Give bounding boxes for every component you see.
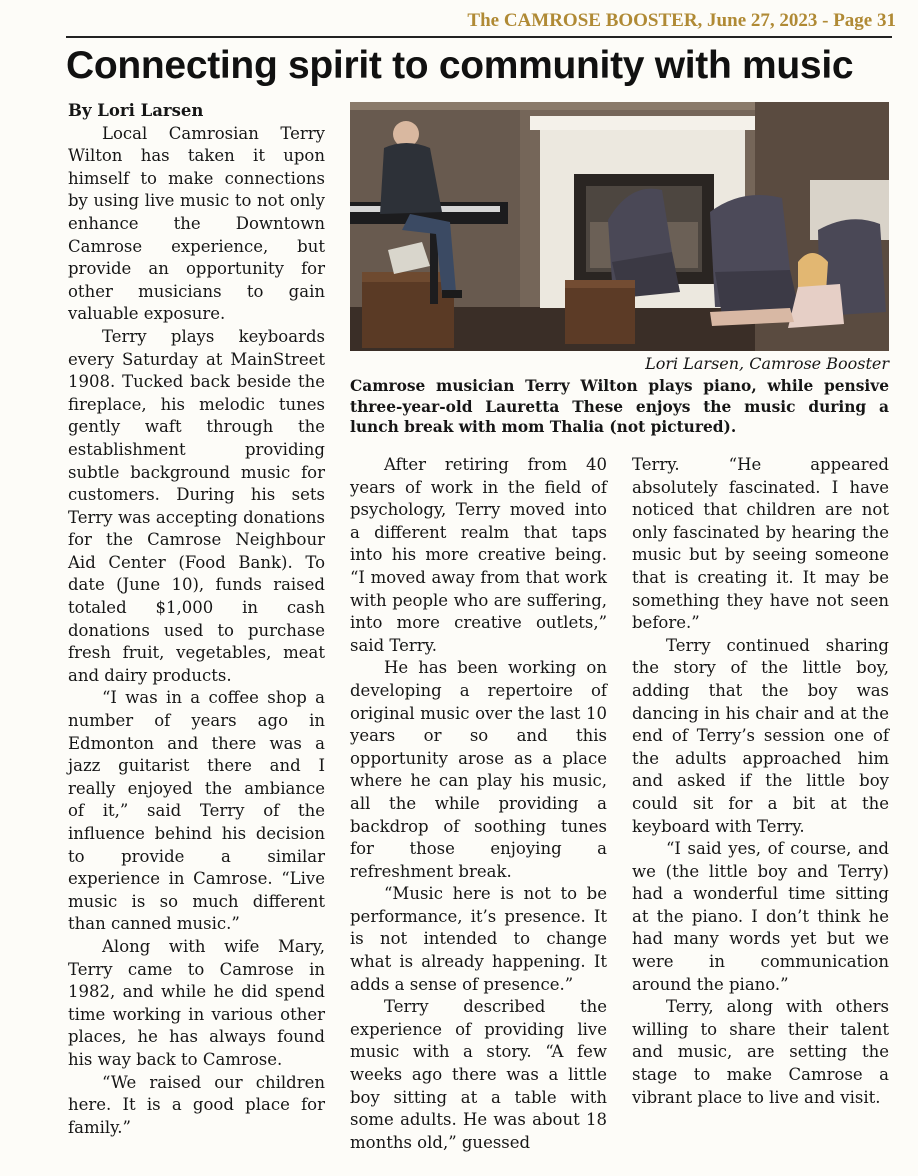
paragraph: Terry plays keyboards every Saturday at MainStreet 1908. Tucked back beside the fireplace, his melodic tunes gently waft through the establishment providing subtle background music for customers. During his sets Terry was accepting donations for the Camrose Neighbour Aid Center (Food Bank). To date (June 10), funds raised totaled $1,000 in cash donations used to purchase fresh fruit, vegetables, meat and dairy products. [68, 326, 325, 685]
article-column-1 [68, 100, 325, 1139]
photo-credit: Lori Larsen, Camrose Booster [645, 354, 889, 373]
photo-illustration [350, 102, 889, 351]
paragraph: “We raised our children here. It is a good place for family.” [68, 1072, 325, 1137]
paragraph: Terry, along with others willing to share their talent and music, are setting the stage to make Camrose a vibrant place to live and visit. [632, 997, 889, 1107]
paragraph: “Music here is not to be performance, it’s presence. It is not intended to change what is already happening. It adds a sense of presence.” [350, 884, 607, 994]
article-column-3 [632, 454, 889, 1109]
paragraph: Terry described the experience of providing live music with a story. “A few weeks ago there was a little boy sitting at a table with some adults. He was about 18 months old,” guessed [350, 997, 607, 1152]
article-photo [350, 102, 889, 351]
paragraph: Local Camrosian Terry Wilton has taken it upon himself to make connections by using live music to not only enhance the Downtown Camrose experience, but provide an opportunity for other musicians to gain valuable exposure. [68, 123, 325, 324]
article-column-2 [350, 454, 607, 1154]
paragraph: Terry. “He appeared absolutely fascinated. I have noticed that children are not only fascinated by hearing the music but by seeing someone that is creating it. It may be something they have not seen before.” [632, 455, 889, 633]
paragraph: “I was in a coffee shop a number of years ago in Edmonton and there was a jazz guitarist there and I really enjoyed the ambiance of it,” said Terry of the influence behind his decision to provide a similar experience in Camrose. “Live music is so much different than canned music.” [68, 688, 325, 934]
paragraph: “I said yes, of course, and we (the little boy and Terry) had a wonderful time sitting at the piano. I don’t think he had many words yet but we were in communication around the piano.” [632, 839, 889, 994]
byline: By Lori Larsen [68, 101, 204, 120]
headline: Connecting spirit to community with music [66, 44, 854, 87]
photo-caption: Camrose musician Terry Wilton plays piano, while pensive three-year-old Lauretta These enjoys the music during a lunch break with mom Thalia (not pictured). [350, 377, 889, 436]
masthead: The CAMROSE BOOSTER, June 27, 2023 - Page 31 [467, 10, 896, 31]
masthead-rule [66, 36, 892, 38]
paragraph: Along with wife Mary, Terry came to Camrose in 1982, and while he did spend time working in various other places, he has always found his way back to Camrose. [68, 936, 325, 1069]
paragraph: After retiring from 40 years of work in the field of psychology, Terry moved into a different realm that taps into his more creative being. “I moved away from that work with people who are suffering, into more creative outlets,” said Terry. [350, 455, 607, 655]
paragraph: He has been working on developing a repertoire of original music over the last 10 years or so and this opportunity arose as a place where he can play his music, all the while providing a backdrop of soothing tunes for those enjoying a refreshment break. [350, 658, 607, 881]
paragraph: Terry continued sharing the story of the little boy, adding that the boy was dancing in his chair and at the end of Terry’s session one of the adults approached him and asked if the little boy could sit for a bit at the keyboard with Terry. [632, 635, 889, 836]
